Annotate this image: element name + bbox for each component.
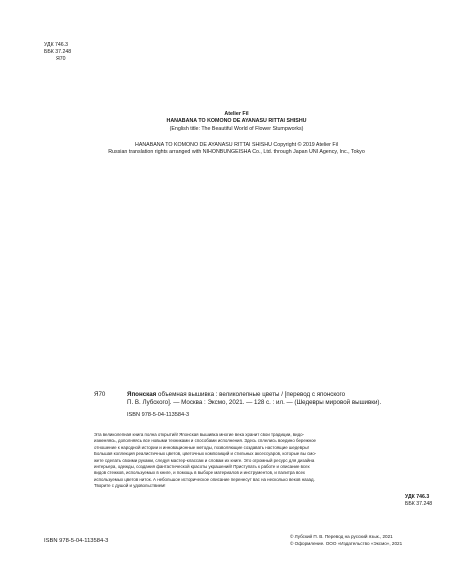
annotation-classification xyxy=(405,494,432,508)
bbk-code: ББК 37.248 xyxy=(44,49,72,55)
catalog-record xyxy=(127,391,447,420)
annotation-line: Эта великолепная книга полна открытий! Японская вышивка многие века хранит свои традиции, видо- xyxy=(94,432,305,437)
english-title: (English title: The Beautiful World of Flower Stumpworks) xyxy=(169,125,304,132)
catalog-isbn: ISBN 978-5-04-113584-3 xyxy=(127,412,190,419)
original-publisher: Atelier Fil xyxy=(224,111,249,117)
annotation-line: интерьера, одежды, создания фантастической красоты украшений! Приступать к работе и описание всех xyxy=(94,464,310,470)
original-copyright: HANABANA TO KOMONO DE AYANASU RITTAI SHISHU Copyright © 2019 Atelier Fil xyxy=(135,142,338,148)
author-mark: Я70 xyxy=(56,56,66,62)
original-edition-block xyxy=(0,111,473,133)
annotation-line: изменяясь, дополняясь все новыми техниками и способами исполнения. Здесь сплелись воедино бережное xyxy=(94,438,316,444)
annotation-line: отношение к народной истории и инновационные методы, позволяющие создавать настоящие шедевры! xyxy=(94,444,309,450)
catalog-title-lead: Японская xyxy=(127,391,157,398)
catalog-mark: Я70 xyxy=(94,391,106,398)
annotation-line: Творите с душой и удовольствием! xyxy=(94,483,166,489)
design-copyright: © Оформление. ООО «Издательство «Эксмо», 2021 xyxy=(290,540,403,546)
annotation-line: Большая коллекция реалистичных цветов, цветочных композиций и стильных аксессуаров, которые вы смо- xyxy=(94,451,317,457)
annotation-line: видов стежков, используемых в книге, и помощь в выборе материалов и инструментов, и палитра всех xyxy=(94,470,305,476)
classification-block xyxy=(44,42,71,63)
udk-code: УДК 746.3 xyxy=(44,42,69,48)
bbk-code-2: ББК 37.248 xyxy=(405,501,433,507)
rights-block xyxy=(0,142,473,157)
catalog-line-1: объемная вышивка : великолепные цветы / [перевод с японского xyxy=(156,391,346,398)
catalog-line-2: П. В. Лубского]. — Москва : Эксмо, 2021. — 128 с. : ил. — (Шедевры мировой вышивки). xyxy=(127,399,382,407)
annotation-line: используемых цветов ниток. А небольшое историческое описание перенесут вас на несколько веков назад. xyxy=(94,476,315,482)
translation-rights: Russian translation rights arranged with NIHONBUNGEISHA Co., Ltd. through Japan UNI Agency, Inc., Tokyo xyxy=(108,149,365,156)
annotation-line: жете сделать своими руками, следуя мастер-классам и словам их книге. Это огромный ресурс для дизайна xyxy=(94,457,315,463)
udk-code-2: УДК 746.3 xyxy=(405,494,430,500)
annotation-text xyxy=(94,432,438,490)
original-title: HANABANA TO KOMONO DE AYANASU RITTAI SHISHU xyxy=(166,118,307,125)
footer-isbn: ISBN 978-5-04-113584-3 xyxy=(44,538,109,544)
footer-copyrights xyxy=(290,534,402,547)
translation-copyright: © Лубский П. В. Перевод на русский язык., 2021 xyxy=(290,534,393,539)
